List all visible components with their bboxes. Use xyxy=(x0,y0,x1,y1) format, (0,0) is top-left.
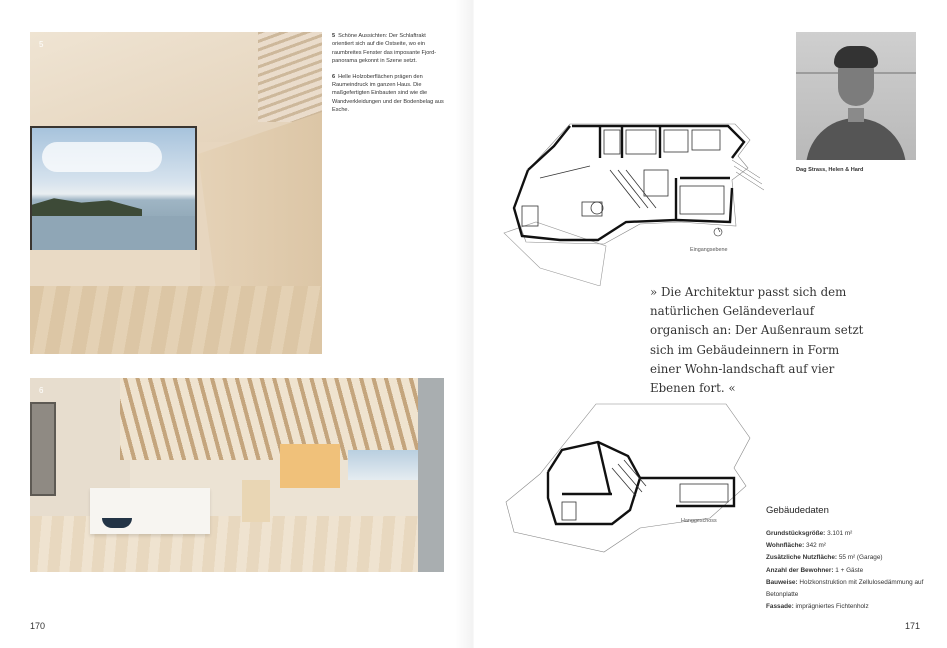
pull-quote: » Die Architektur passt sich dem natürlichen Geländeverlauf organisch an: Der Außenraum setzt sich im Gebäudeinnern in Form einer Wohn-landschaft auf vier Ebenen fort. « xyxy=(650,285,864,396)
page-number-left: 170 xyxy=(30,621,46,631)
page-gutter xyxy=(473,0,474,648)
plan-label-lower: Hanggeschoss xyxy=(681,518,717,524)
building-data-list xyxy=(766,528,926,613)
data-label: Zusätzliche Nutzfläche: xyxy=(766,554,838,562)
photo-fjord-window xyxy=(30,126,197,250)
data-row-plot-size xyxy=(766,528,926,540)
photo-shoreline xyxy=(32,196,142,218)
data-label: Anzahl der Bewohner: xyxy=(766,566,834,574)
portrait-neck xyxy=(848,108,864,122)
floor-plan-entrance-level xyxy=(500,118,780,286)
data-label: Wohnfläche: xyxy=(766,542,805,550)
data-label: Fassade: xyxy=(766,603,794,611)
caption-5 xyxy=(332,32,446,66)
photo-number: 5 xyxy=(39,40,44,49)
photo-side-window xyxy=(30,402,56,496)
page-number-right: 171 xyxy=(905,621,921,631)
floor-plan-slope-level xyxy=(500,398,760,556)
data-value: Holzkonstruktion mit Zellulosedämmung auf Betonplatte xyxy=(766,578,924,599)
page-gutter-shadow xyxy=(455,0,473,648)
plan-label-upper: Eingangsebene xyxy=(690,247,728,253)
data-label: Bauweise: xyxy=(766,578,798,586)
data-value: 55 m² (Garage) xyxy=(838,554,883,562)
photo-living-kitchen xyxy=(30,378,444,572)
data-value: imprägniertes Fichtenholz xyxy=(795,603,869,611)
data-label: Grundstücksgröße: xyxy=(766,530,826,537)
data-row-facade xyxy=(766,601,926,613)
photo-water xyxy=(32,216,195,250)
portrait-torso xyxy=(806,118,906,160)
data-row-construction xyxy=(766,577,926,601)
photo-glass-front xyxy=(348,450,426,480)
photo-kitchen-island xyxy=(242,480,270,522)
data-row-living-area xyxy=(766,540,926,552)
portrait-hair xyxy=(834,46,878,68)
photo-number: 6 xyxy=(39,386,44,395)
caption-text: Schöne Aussichten: Der Schlaftrakt orientiert sich auf die Ostseite, wo ein raumbreites Fenster das imposante Fjord-panorama gekonnt in Szene setzt. xyxy=(332,33,437,65)
caption-6 xyxy=(332,73,446,115)
building-data-title: Gebäudedaten xyxy=(766,505,829,516)
photo-captions xyxy=(332,32,446,122)
caption-text: Helle Holzoberflächen prägen den Raumeindruck im ganzen Haus. Die maßgefertigten Einbauten sind wie die Wandverkleidungen und der Bodenbelag aus Esche. xyxy=(332,73,444,114)
photo-ceiling-slats xyxy=(258,32,322,122)
data-row-extra-area xyxy=(766,552,926,564)
photo-cloud xyxy=(42,142,162,172)
photo-floor xyxy=(30,286,322,354)
photo-bedroom-window xyxy=(30,32,322,354)
caption-number: 5 xyxy=(332,33,336,39)
architect-portrait xyxy=(796,32,916,160)
caption-number: 6 xyxy=(332,73,336,80)
data-value: 342 m² xyxy=(806,542,826,550)
photo-warm-light xyxy=(280,444,340,488)
portrait-caption: Dag Strass, Helen & Hard xyxy=(796,167,864,173)
data-row-residents xyxy=(766,565,926,577)
data-value: 1 + Gäste xyxy=(835,566,864,574)
data-value: 3.101 m² xyxy=(827,530,853,537)
photo-window-sill xyxy=(30,250,200,288)
photo-concrete-pillar xyxy=(418,378,444,572)
